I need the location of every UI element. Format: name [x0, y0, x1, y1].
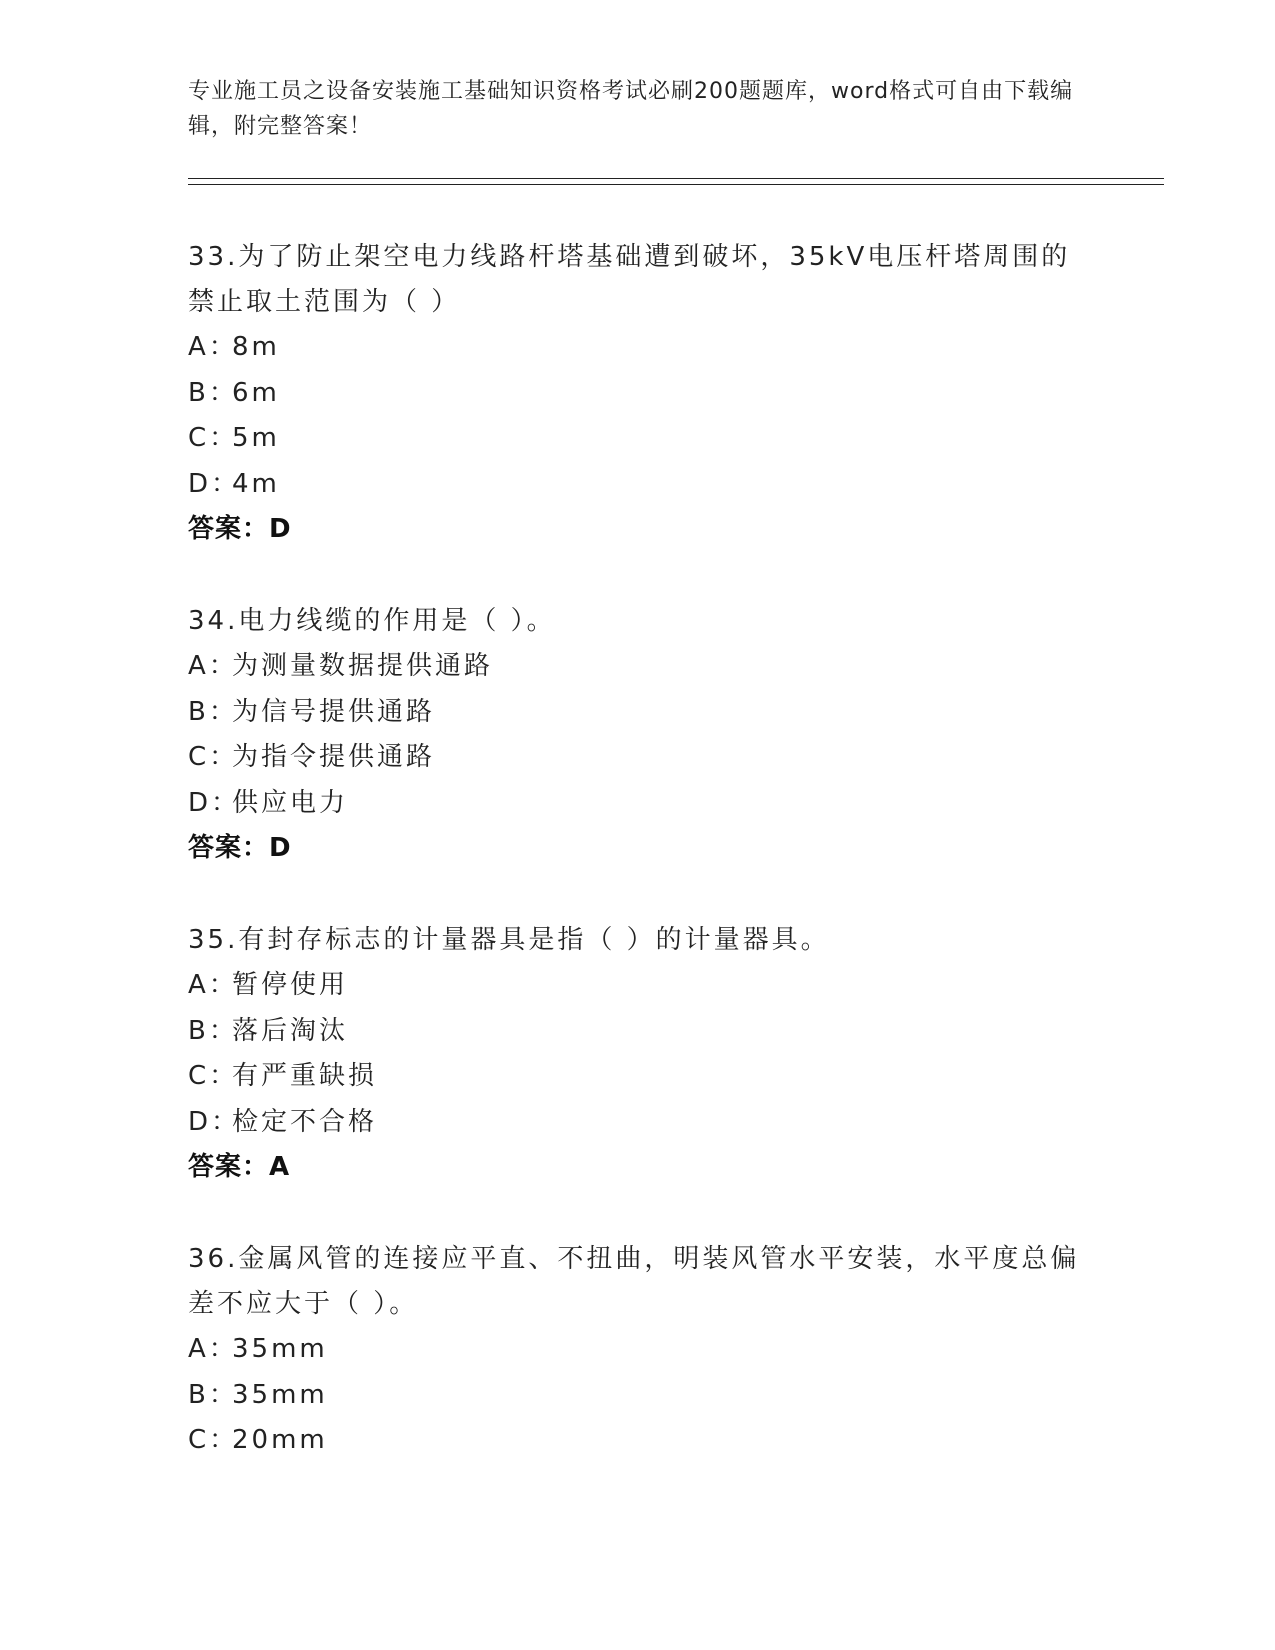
option-b — [188, 690, 1088, 736]
option-text: 检定不合格 — [232, 1106, 378, 1137]
option-b — [188, 1009, 1088, 1055]
option-text: 20mm — [232, 1425, 328, 1455]
option-b — [188, 1373, 1088, 1419]
option-key: A： — [188, 970, 238, 1000]
option-d — [188, 781, 1088, 827]
option-key: C： — [188, 1425, 239, 1455]
option-key: B： — [188, 696, 238, 727]
option-text: 为指令提供通路 — [232, 742, 436, 772]
option-text: 供应电力 — [232, 787, 349, 818]
option-d — [188, 1100, 1088, 1146]
option-key: D： — [188, 787, 241, 818]
header-divider-bottom — [188, 184, 1164, 185]
answer-line: 答案：A — [188, 1152, 291, 1182]
question-33 — [188, 235, 1088, 552]
question-stem: 34.电力线缆的作用是（ ）。 — [188, 606, 556, 636]
question-34 — [188, 599, 1088, 871]
option-c — [188, 1418, 1088, 1464]
option-key: A： — [188, 651, 238, 681]
option-text: 5m — [232, 423, 280, 453]
option-b — [188, 371, 1088, 417]
option-text: 为信号提供通路 — [232, 696, 436, 727]
question-stem: 36.金属风管的连接应平直、不扭曲，明装风管水平安装，水平度总偏差不应大于（ ）。 — [188, 1244, 1080, 1319]
option-a — [188, 325, 1088, 371]
option-key: B： — [188, 1379, 238, 1410]
question-stem: 33.为了防止架空电力线路杆塔基础遭到破坏，35kV电压杆塔周围的禁止取土范围为（ ） — [188, 242, 1071, 317]
option-text: 4m — [232, 468, 280, 499]
question-35 — [188, 918, 1088, 1190]
option-text: 6m — [232, 377, 280, 408]
option-a — [188, 644, 1088, 690]
option-text: 为测量数据提供通路 — [232, 651, 494, 681]
option-c — [188, 735, 1088, 781]
option-key: D： — [188, 468, 241, 499]
option-key: A： — [188, 332, 238, 362]
option-text: 8m — [232, 332, 280, 362]
option-key: C： — [188, 423, 239, 453]
header-divider-top — [188, 178, 1164, 179]
option-key: B： — [188, 1015, 238, 1046]
option-text: 35mm — [232, 1334, 328, 1364]
question-list — [188, 235, 1088, 1511]
option-c — [188, 416, 1088, 462]
option-text: 有严重缺损 — [232, 1061, 378, 1091]
option-key: B： — [188, 377, 238, 408]
option-text: 暂停使用 — [232, 970, 349, 1000]
option-key: C： — [188, 742, 239, 772]
document-header: 专业施工员之设备安装施工基础知识资格考试必刷200题题库，word格式可自由下载编辑，附完整答案！ — [188, 79, 1074, 139]
option-key: D： — [188, 1106, 241, 1137]
answer-line: 答案：D — [188, 514, 292, 544]
answer-line: 答案：D — [188, 833, 292, 863]
option-text: 落后淘汰 — [232, 1015, 349, 1046]
option-text: 35mm — [232, 1379, 328, 1410]
option-a — [188, 1327, 1088, 1373]
option-d — [188, 462, 1088, 508]
option-c — [188, 1054, 1088, 1100]
question-36 — [188, 1237, 1088, 1464]
question-stem: 35.有封存标志的计量器具是指（ ）的计量器具。 — [188, 925, 830, 955]
option-a — [188, 963, 1088, 1009]
option-key: A： — [188, 1334, 238, 1364]
option-key: C： — [188, 1061, 239, 1091]
